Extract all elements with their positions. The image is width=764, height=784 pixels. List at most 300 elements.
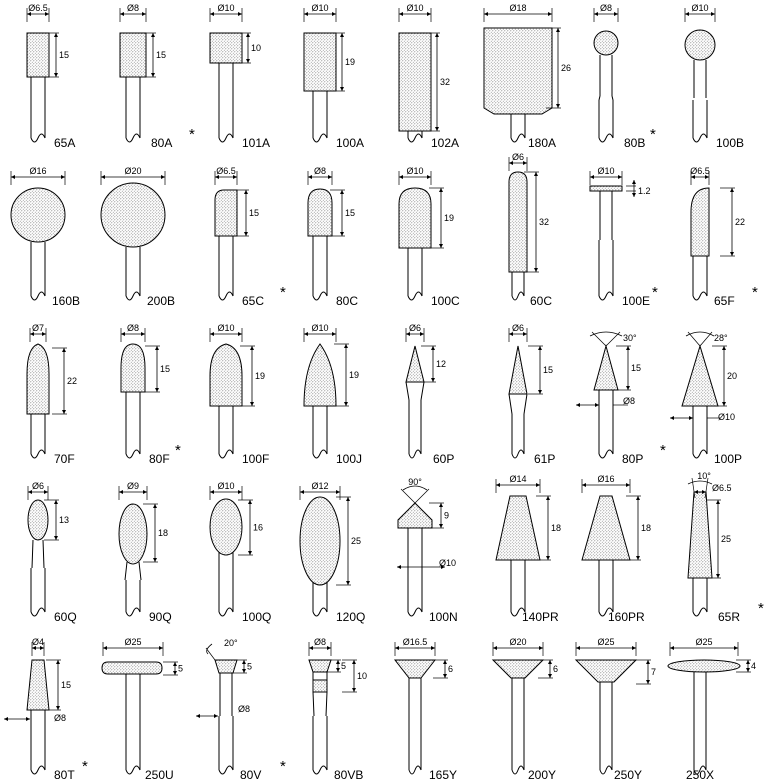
grinding-head <box>398 503 432 528</box>
product-code: 70F <box>54 452 75 466</box>
arrow-head <box>332 12 336 16</box>
product-code: 80C <box>336 294 359 308</box>
product-code: 160PR <box>608 610 645 624</box>
product-200b <box>101 166 175 308</box>
arrow-head <box>431 346 435 350</box>
arrow-head <box>556 28 560 32</box>
arrow-head <box>576 646 580 650</box>
height-label: 32 <box>440 77 451 87</box>
neck-edge <box>612 96 613 100</box>
grinding-head <box>210 33 242 63</box>
grinding-head <box>101 183 165 247</box>
grinding-head <box>308 189 332 236</box>
product-200y <box>493 637 558 782</box>
grinding-head <box>27 660 49 710</box>
product-code: 100Q <box>242 610 272 624</box>
arrow-head <box>632 646 636 650</box>
arrow-head <box>636 496 640 500</box>
product-100p <box>670 332 742 466</box>
diameter-label: Ø25 <box>124 637 142 647</box>
shank-break <box>31 134 45 142</box>
diameter-label: Ø16.5 <box>402 637 428 647</box>
product-code: 200Y <box>528 768 557 782</box>
shank-break <box>693 134 707 142</box>
arrow-head <box>399 175 403 179</box>
diameter-label: Ø6.5 <box>712 483 732 493</box>
product-65f <box>690 166 758 308</box>
arrow-head <box>670 646 674 650</box>
product-code: 65F <box>714 294 735 308</box>
arrow-head <box>244 232 248 236</box>
diameter-label: Ø6.5 <box>216 166 236 176</box>
product-code: 60Q <box>54 610 77 624</box>
neck-edge <box>125 562 127 580</box>
diameter-label: Ø8 <box>313 637 327 647</box>
shank-diameter-label: Ø10 <box>718 412 736 422</box>
shank-break <box>512 766 524 774</box>
product-code: 80P <box>622 452 644 466</box>
arrow-head <box>352 660 356 664</box>
product-80vb <box>309 637 367 782</box>
grinding-head <box>493 660 543 678</box>
arrow-head <box>210 12 214 16</box>
product-80p <box>576 332 666 466</box>
shank-break <box>408 292 422 300</box>
arrow-head <box>594 12 598 16</box>
arrow-head <box>304 12 308 16</box>
diameter-label: Ø10 <box>217 323 235 333</box>
product-100j <box>304 323 362 466</box>
arrow-head <box>340 33 344 37</box>
grinding-head <box>509 346 527 394</box>
arrow-head <box>590 175 594 179</box>
angle-arc <box>686 332 714 336</box>
arrow-head <box>595 403 599 407</box>
grinding-head <box>119 504 147 564</box>
grinding-head <box>300 497 340 585</box>
angle-arc <box>688 481 712 484</box>
height-label: 12 <box>436 359 447 369</box>
height-label: 5 <box>178 663 184 674</box>
arrow-head <box>626 386 630 390</box>
grinding-head <box>688 492 712 578</box>
shank-break <box>313 292 327 300</box>
height-label: 15 <box>345 208 356 218</box>
shank-break <box>693 292 707 300</box>
grinding-head <box>304 33 336 91</box>
grinding-head <box>210 499 242 555</box>
product-100b <box>685 3 744 150</box>
arrow-head <box>439 188 443 192</box>
shank-break <box>512 450 524 458</box>
angle-arc <box>590 332 622 336</box>
extension-line <box>206 648 215 660</box>
product-60q <box>28 481 77 624</box>
grinding-head <box>496 496 540 560</box>
shank-break <box>408 608 422 616</box>
arrow-head <box>153 504 157 508</box>
height-label: 5 <box>341 661 347 671</box>
arrow-head <box>546 496 550 500</box>
diameter-label: Ø4 <box>31 637 45 647</box>
height-label: 10 <box>357 671 368 681</box>
height-label: 15 <box>61 680 72 690</box>
arrow-head <box>730 188 734 192</box>
arrow-head <box>399 12 403 16</box>
product-70f <box>27 323 77 466</box>
arrow-head <box>618 175 622 179</box>
diameter-label: Ø6 <box>408 323 422 333</box>
product-65c <box>215 166 286 308</box>
shank-break <box>599 134 613 142</box>
arrow-head <box>435 127 439 131</box>
product-code: 100C <box>431 294 460 308</box>
limited-stock-asterisk: * <box>175 442 181 459</box>
extension-line <box>415 489 429 503</box>
arrow-head <box>244 190 248 194</box>
arrow-head <box>646 660 650 664</box>
arrow-head <box>246 33 250 37</box>
shank-break <box>693 450 707 458</box>
angle-label: 10° <box>697 471 711 481</box>
arrow-head <box>539 646 543 650</box>
height-label: 20 <box>727 371 738 381</box>
product-250y <box>576 637 656 782</box>
height-label: 16 <box>253 522 264 533</box>
arrow-head <box>443 674 447 678</box>
arrow-head <box>646 680 650 684</box>
shank-break <box>219 450 233 458</box>
grinding-head <box>590 186 622 191</box>
height-label: 22 <box>735 217 746 227</box>
product-code: 250U <box>145 768 174 782</box>
product-code: 100N <box>429 610 458 624</box>
product-code: 160B <box>52 294 81 308</box>
height-label: 15 <box>160 364 171 374</box>
arrow-head <box>397 565 401 569</box>
arrow-head <box>327 646 331 650</box>
diameter-label: Ø7 <box>31 323 45 333</box>
arrow-head <box>328 175 332 179</box>
limited-stock-asterisk: * <box>189 126 195 143</box>
neck-edge <box>139 562 141 580</box>
arrow-head <box>26 717 30 721</box>
product-165y <box>395 637 457 782</box>
diameter-label: Ø6.5 <box>28 3 48 13</box>
arrow-head <box>101 175 105 179</box>
limited-stock-asterisk: * <box>752 284 758 301</box>
grinding-head <box>484 28 552 114</box>
arrow-head <box>352 688 356 692</box>
product-code: 100E <box>622 294 651 308</box>
grinding-head <box>215 190 237 236</box>
angle-label: 28° <box>714 333 728 343</box>
arrow-head <box>734 646 738 650</box>
diameter-label: Ø6 <box>511 152 525 162</box>
product-code: 80T <box>54 768 75 782</box>
grinding-head <box>27 33 49 77</box>
arrow-head <box>62 348 66 352</box>
arrow-head <box>196 714 200 718</box>
arrow-head <box>248 551 252 555</box>
arrow-head <box>120 12 124 16</box>
grinding-head-segment <box>313 680 327 692</box>
arrow-head <box>242 669 246 673</box>
diameter-label: Ø9 <box>126 481 140 491</box>
arrow-head <box>722 402 726 406</box>
shank-break <box>408 134 422 142</box>
diameter-label: Ø10 <box>597 166 615 176</box>
grinding-head <box>27 344 49 414</box>
arrow-head <box>143 490 147 494</box>
arrow-head <box>344 402 348 406</box>
arrow-head <box>54 73 58 77</box>
diameter-label: Ø8 <box>126 3 140 13</box>
arrow-head <box>431 646 435 650</box>
product-code: 100A <box>336 136 365 150</box>
arrow-head <box>153 558 157 562</box>
grinding-head <box>309 660 331 672</box>
height-label: 7 <box>651 667 657 677</box>
product-code: 80B <box>624 136 646 150</box>
grinding-head <box>395 660 435 678</box>
product-100e <box>590 166 658 308</box>
grinding-head <box>406 346 424 382</box>
shank-break <box>313 608 327 616</box>
arrow-head <box>536 483 540 487</box>
limited-stock-asterisk: * <box>652 284 658 301</box>
shank-break <box>693 608 707 616</box>
limited-stock-asterisk: * <box>758 600 764 617</box>
arrow-head <box>548 674 552 678</box>
shank-break <box>219 292 233 300</box>
product-code: 101A <box>242 136 271 150</box>
arrow-head <box>250 402 254 406</box>
product-65a <box>27 3 75 150</box>
product-250x <box>668 637 756 782</box>
extension-line <box>592 332 606 346</box>
product-code: 80VB <box>334 768 364 782</box>
diameter-label: Ø20 <box>509 637 527 647</box>
shank-break <box>599 450 613 458</box>
arrow-head <box>4 717 8 721</box>
arrow-head <box>308 175 312 179</box>
product-code: 80F <box>149 452 170 466</box>
extension-line <box>700 332 712 346</box>
product-100n <box>397 477 458 624</box>
arrow-head <box>119 490 123 494</box>
arrow-head <box>716 574 720 578</box>
arrow-head <box>238 332 242 336</box>
arrow-head <box>214 714 218 718</box>
height-label: 22 <box>67 376 78 386</box>
grinding-head <box>582 496 630 560</box>
diameter-label: Ø18 <box>509 3 527 13</box>
arrow-head <box>155 388 159 392</box>
product-code: 120Q <box>336 610 366 624</box>
product-61p <box>509 323 555 466</box>
diameter-label: Ø14 <box>509 474 527 484</box>
diameter-label: Ø10 <box>691 3 709 13</box>
diameter-label: Ø10 <box>217 3 235 13</box>
arrow-head <box>439 244 443 248</box>
product-code: 100P <box>714 452 743 466</box>
diameter-label: Ø10 <box>406 166 424 176</box>
grinding-head <box>215 660 237 673</box>
grinding-head <box>691 188 709 256</box>
arrow-head <box>493 646 497 650</box>
arrow-head <box>155 346 159 350</box>
arrow-head <box>56 660 60 664</box>
product-code: 65A <box>54 136 76 150</box>
arrow-head <box>340 87 344 91</box>
product-80a <box>120 3 195 150</box>
angle-label: 30° <box>623 333 637 343</box>
arrow-head <box>431 378 435 382</box>
arrow-head <box>151 73 155 77</box>
extension-line <box>606 332 620 346</box>
product-250u <box>102 637 183 782</box>
product-code: 200B <box>147 294 176 308</box>
product-code: 102A <box>431 136 460 150</box>
grinding-head <box>120 33 146 77</box>
shank-break <box>600 766 612 774</box>
grinding-head <box>399 33 431 131</box>
product-160pr <box>582 474 651 624</box>
height-label: 15 <box>543 365 554 375</box>
product-101a <box>210 3 270 150</box>
arrow-head <box>238 12 242 16</box>
arrow-head <box>582 483 586 487</box>
arrow-head <box>534 172 538 176</box>
product-code: 80A <box>151 136 173 150</box>
diameter-label: Ø6 <box>511 323 525 333</box>
height-label: 19 <box>444 213 455 223</box>
shank-diameter-label: Ø8 <box>238 704 251 714</box>
neck-edge <box>421 382 424 400</box>
product-100f <box>210 323 269 466</box>
arrow-head <box>54 500 58 504</box>
grinding-head <box>399 188 431 248</box>
diameter-label: Ø10 <box>311 3 329 13</box>
arrow-head <box>546 556 550 560</box>
neck-edge <box>326 692 327 716</box>
grinding-head <box>576 660 636 682</box>
arrow-head <box>304 332 308 336</box>
arrow-head <box>44 490 48 494</box>
limited-stock-asterisk: * <box>650 126 656 143</box>
diameter-label: Ø8 <box>313 166 327 176</box>
height-label: 18 <box>158 528 169 538</box>
arrow-head <box>250 346 254 350</box>
arrow-head <box>336 660 340 664</box>
arrow-head <box>534 268 538 272</box>
grinding-head <box>304 344 336 406</box>
arrow-head <box>336 668 340 672</box>
neck-edge <box>32 540 33 568</box>
product-140pr <box>496 474 561 624</box>
arrow-head <box>11 175 15 179</box>
height-label: 19 <box>349 370 360 380</box>
shank-break <box>219 134 233 142</box>
grinding-head <box>102 662 162 674</box>
arrow-head <box>576 403 580 407</box>
arrow-head <box>636 556 640 560</box>
arrow-head <box>238 490 242 494</box>
diameter-label: Ø8 <box>126 323 140 333</box>
shank-break <box>599 292 613 300</box>
arrow-head <box>730 252 734 256</box>
arrow-head <box>173 662 177 666</box>
arrow-head <box>151 33 155 37</box>
arrow-head <box>443 660 447 664</box>
grinding-head <box>210 344 242 406</box>
arrow-head <box>632 193 636 197</box>
shank-diameter-label: Ø8 <box>623 396 636 406</box>
shank-break <box>31 450 45 458</box>
shank-break <box>219 608 233 616</box>
arrow-head <box>54 33 58 37</box>
product-120q <box>300 481 365 624</box>
shank-break <box>126 766 140 774</box>
arrow-head <box>61 175 65 179</box>
height-label: 4 <box>751 661 757 671</box>
limited-stock-asterisk: * <box>280 758 286 775</box>
arrow-head <box>395 646 399 650</box>
arrow-head <box>210 332 214 336</box>
arrow-head <box>670 416 674 420</box>
product-100a <box>304 3 364 150</box>
arrow-head <box>336 490 340 494</box>
arrow-head <box>685 12 689 16</box>
arrow-head <box>538 346 542 350</box>
arrow-head <box>435 33 439 37</box>
height-label: 19 <box>345 57 356 67</box>
arrow-head <box>427 175 431 179</box>
arrow-head <box>746 660 750 664</box>
product-code: 140PR <box>522 610 559 624</box>
arrow-head <box>248 500 252 504</box>
product-160b <box>11 166 80 308</box>
arrow-head <box>210 490 214 494</box>
neck-edge <box>313 692 314 716</box>
height-label: 5 <box>247 661 253 672</box>
shank-break <box>313 450 327 458</box>
neck-edge <box>406 382 409 400</box>
grinding-head <box>594 31 618 55</box>
height-label: 26 <box>561 63 572 73</box>
arrow-head <box>242 660 246 664</box>
height-label: 15 <box>631 363 642 373</box>
grinding-head <box>685 30 715 60</box>
angle-label: 20° <box>224 638 238 648</box>
product-60c <box>509 152 552 308</box>
height-label: 32 <box>539 217 550 227</box>
arrow-head <box>716 500 720 504</box>
arrow-head <box>484 12 488 16</box>
product-65r <box>688 471 764 624</box>
neck-edge <box>509 394 512 414</box>
shank-break <box>31 766 45 774</box>
diameter-label: Ø16 <box>29 166 47 176</box>
arrow-head <box>626 346 630 350</box>
shank-diameter-label: Ø8 <box>54 713 67 723</box>
product-code: 165Y <box>429 768 458 782</box>
arrow-head <box>439 503 443 507</box>
neck-edge <box>43 540 44 568</box>
height-label: 25 <box>351 536 362 546</box>
height-label: 25 <box>721 534 732 544</box>
